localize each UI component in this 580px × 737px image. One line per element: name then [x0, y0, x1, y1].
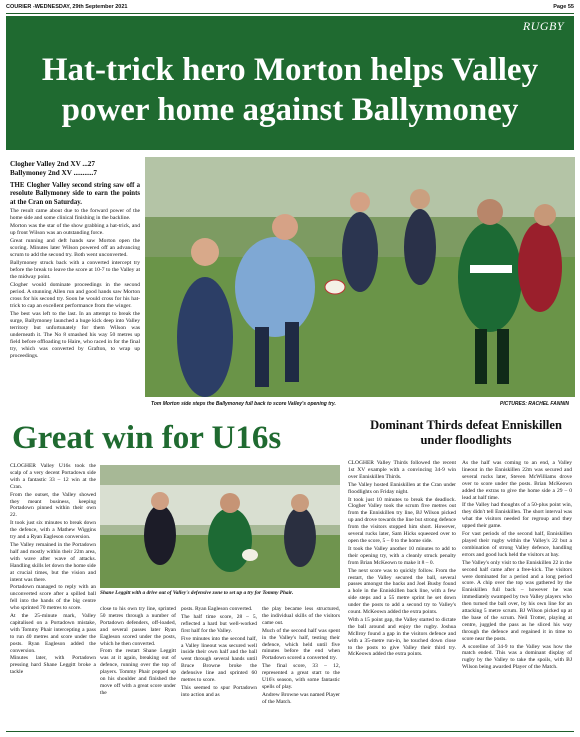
footer-rule — [6, 731, 574, 732]
main-headline-line1: Hat-trick hero Morton helps Valley — [41, 52, 539, 88]
u16-paragraph: It took just six minutes to break down the defence, with a Mathew Wiggins try and a Ryan Eagleson conversion. — [10, 520, 96, 541]
u16-paragraph: From the outset, the Valley showed they meant business, keeping Portadown pinned within their own 22. — [10, 491, 96, 519]
u16-paragraph: This seemed to spur Portadown into action and as — [181, 684, 257, 698]
main-headline-line2: power home against Ballymoney — [61, 92, 519, 128]
header-rule — [6, 13, 574, 14]
page-header-date: COURIER -WEDNESDAY, 29th September 2021 — [6, 4, 128, 10]
u16-paragraph: posts. Ryan Eagleson converted. — [181, 606, 253, 612]
story-paragraph: The result came about due to the forward power of the home side and some clinical finishing in the backline. — [10, 208, 140, 222]
thirds-paragraph: A scoreline of 34-9 to the Valley was how the match ended. This was a dominant display of rugby by the Valley to take the spoils, with BJ Wilson being awarded Player of the Match. — [462, 643, 572, 671]
u16-paragraph: The final score, 33 – 12, represented a great start to the U16's season, with some fantastic spells of play. — [262, 663, 340, 690]
u16-headline: Great win for U16s — [12, 420, 282, 456]
u16-paragraph: From the restart Shane Leggitt was at it again, breaking out of defence, running over the top of players. Tommy Phair popped up on his shoulder and finished the move off with a great score under the — [100, 648, 176, 696]
page-number: Page 55 — [553, 4, 574, 10]
u16-paragraph: Andrew Browne was named Player of the Match. — [262, 691, 340, 705]
thirds-paragraph: The next score was to quickly follow. From the restart, the Valley secured the ball, several passes amongst the backs and Joel Busby found a hole in the Enniskillen back line, with a few side steps and a 55 metre sprint he set down under the posts to add a second try to Valley's count. McKeown added the extra points. — [348, 567, 456, 616]
score-line-home: Clogher Valley 2nd XV ...27 — [10, 160, 95, 168]
story-paragraph: Ballymoney struck back with a converted intercept try before the break to leave the score at 10-7 to the Valley at the midway point. — [10, 260, 140, 281]
thirds-paragraph: As the half was coming to an end, a Valley lineout in the Enniskillen 22m was secured and several rucks later, Steven McWilliams drove over to score under the posts. Brian McKeown added the extras to give the home side a 29 – 0 lead at half time. — [462, 460, 572, 501]
thirds-paragraph: With a 15 point gap, the Valley started to dictate the ball around and enjoy the rugby. Joshua McIlroy found a gap in the visitors defence and with a 35-metre run-in, he touched down close to the posts to give Valley their third try. McKeown added the extra points. — [348, 616, 456, 658]
thirds-paragraph: It took just 10 minutes to break the deadlock. Clogher Valley took the scrum five metres out from the Enniskillen try line, BJ Wilson picked up and drove towards the line but strong defence from the visitors stopped him short. However, several rucks later, Sam Hicks squeezed over to open the score, 5 – 0 to the home side. — [348, 496, 456, 544]
u16-paragraph: Portadown managed to reply with an unconverted score after a spilled ball fell into the hands of the big centre who sprinted 70 metres to score. — [10, 584, 96, 612]
u16-photo-caption: Shane Leggitt with a drive out of Valley's defensive zone to set up a try for Tommy Phair. — [100, 590, 294, 596]
photo-credit: PICTURES: RACHEL FANNIN — [499, 401, 569, 407]
thirds-column-2 — [462, 460, 572, 672]
thirds-paragraph: The Valley hosted Enniskillen at the Cran under floodlights on Friday night. — [348, 481, 456, 495]
story-paragraph: Morton was the star of the show grabbing a hat-trick, and up front Wilson was an outstanding force. — [10, 223, 140, 237]
main-photo — [145, 157, 575, 397]
u16-photo — [100, 465, 340, 588]
thirds-paragraph: CLOGHER Valley Thirds followed the recent 1st XV example with a convincing 34-9 win over Enniskillen Thirds. — [348, 460, 456, 480]
main-story — [10, 160, 140, 361]
thirds-column-1 — [348, 460, 456, 659]
thirds-paragraph: For vast periods of the second half, Enniskillen played their rugby within the Valley's 22 but a combination of strong Valley defence, handling errors and good luck held the visitors at bay. — [462, 531, 572, 558]
u16-paragraph: CLOGHER Valley U16s took the scalp of a very decent Portadown side with a fantastic 33 – 12 win at the Cran. — [10, 463, 96, 490]
u16-paragraph: The Valley remained in the Portadown half and mostly within their 22m area, with wave after wave of attacks. Handling skills let down the home side at crucial times, but the vision and intent was there. — [10, 541, 96, 583]
main-photo-illustration — [145, 157, 575, 397]
thirds-paragraph: The Valley's only visit to the Enniskillen 22 in the second half came after a free-kick. The visitors were dominated for a period and a long period score. A chip over the top was gathered by the Enniskillen full back – however he was immediately swamped by two Valley players who then turned the ball over, by his own line for an attacking 5 metre scrum. BJ Wilson picked up at the base of the scrum. Neil Trotter, playing at centre, juggled the pass as he sliced his way through the defence and regained it in time to score near the posts. — [462, 559, 572, 642]
thirds-paragraph: If the Valley had thoughts of a 50-plus point win, they didn't tell Enniskillen. The short interval was what the visitors needed for regroup and they upped their game. — [462, 502, 572, 530]
main-caption-text: Tom Morton side steps the Ballymoney full back to score Valley's opening try. — [151, 401, 336, 407]
story-paragraph: The best was left to the last. In an attempt to break the surge, Ballymoney launched a huge kick deep into Valley territory but unfortunately for them Wilson was underneath it. The No 8 smashed his way 50 metres up field before offloading to Haire, who raced in for the final try, which was converted by Grafton, to wrap up proceedings. — [10, 311, 140, 360]
u16-column-2 — [100, 606, 176, 698]
u16-paragraph: At the 25-minute mark, Valley capitalised on a Portadown mistake, with Tommy Phair intercepting a pass to run 40 metres and score under the posts. Ryan Eagleson added the conversion. — [10, 613, 96, 654]
u16-column-3 — [181, 606, 257, 700]
main-headline — [6, 50, 574, 130]
u16-paragraph: Much of the second half was spent in the Valley's half, testing their defence, which held until five minutes before the end when Portadown scored a converted try. — [262, 627, 340, 662]
story-intro: THE Clogher Valley second string saw off a resolute Ballymoney side to earn the points at the Cran on Saturday. — [10, 182, 140, 206]
u16-paragraph: Five minutes into the second half, a Valley lineout was secured well inside their own half and the ball went through several hands until Bruce Browne broke the defensive line and sprinted 60 metres to score. — [181, 635, 257, 684]
u16-paragraph: The half time score, 28 – 5, reflected a hard but well-worked first half for the Valley. — [181, 613, 257, 634]
u16-column-1 — [10, 463, 96, 677]
u16-column-4 — [262, 606, 340, 707]
thirds-paragraph: It took the Valley another 10 minutes to add to their opening try, with a cleanly struck penalty from Brian McKeown to make it 8 – 0. — [348, 545, 456, 566]
section-bar — [6, 16, 574, 36]
main-photo-caption — [145, 397, 575, 411]
score-line-away: Ballymoney 2nd XV ...........7 — [10, 169, 97, 177]
u16-paragraph: the play became less structured, the individual skills of the visitors came out. — [262, 606, 340, 626]
story-paragraph: Clogher would dominate proceedings in the second period. A stunning Allen run and good hands saw Morton cross for his second try. Soon he would cross for his hat-trick to cap an excellent performance from the winger. — [10, 282, 140, 310]
thirds-headline: Dominant Thirds defeat Enniskillen under floodlights — [370, 418, 562, 447]
section-label: RUGBY — [522, 19, 564, 33]
story-paragraph: Great running and deft hands saw Morton open the scoring. Minutes later Wilson powered off an advancing scrum to add the second try. Both went unconverted. — [10, 238, 140, 259]
u16-paragraph: Minutes later, with Portadown pressing hard Shane Leggitt broke a tackle — [10, 655, 96, 676]
u16-paragraph: close to his own try line, sprinted 50 metres through a number of Portadown defenders, off-loaded, and several passes later Ryan Eagleson scored under the posts, which he then converted. — [100, 606, 176, 647]
u16-photo-illustration — [100, 465, 340, 588]
